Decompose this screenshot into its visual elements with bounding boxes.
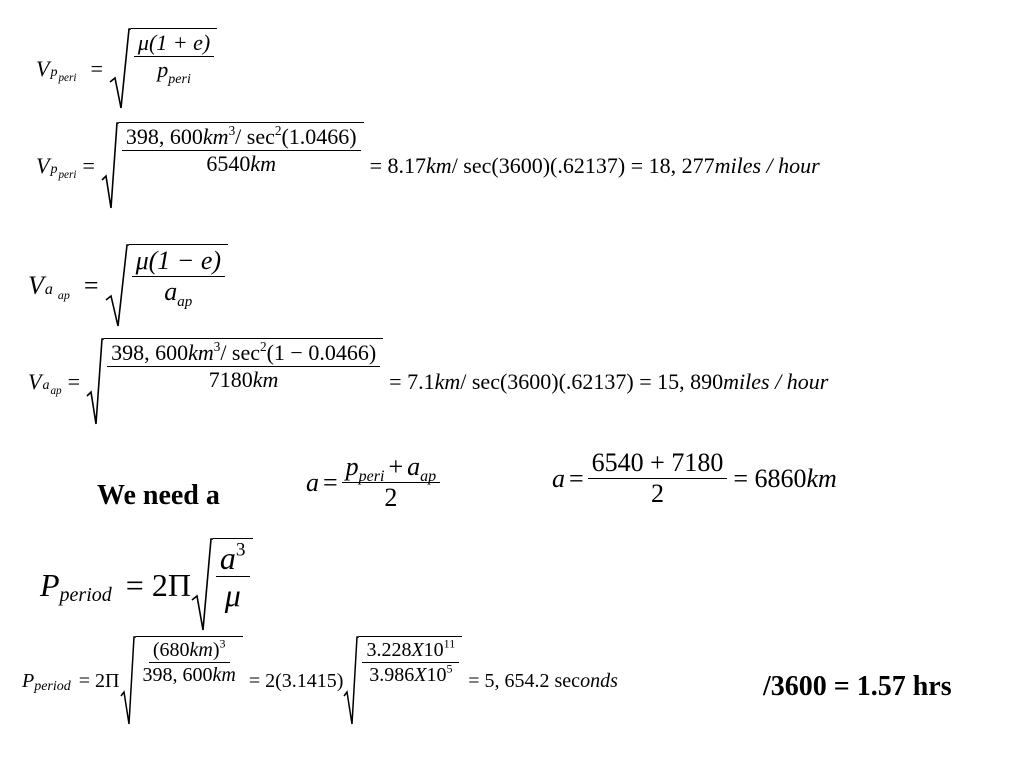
equation-v-apoapsis-formula	[28, 244, 228, 328]
eq3-sub: a	[44, 280, 53, 298]
eq4-subsub: ap	[50, 384, 62, 397]
eq6-fraction	[588, 450, 728, 507]
eq2-sqrt	[101, 122, 364, 210]
eq1-lhs	[36, 56, 77, 84]
eq8-sub: period	[34, 679, 71, 694]
eq5-numerator: $p_{peri} + a_{ap}$	[342, 454, 440, 483]
eq3-fraction	[132, 246, 225, 310]
sqrt-sign-icon	[191, 538, 213, 632]
eq5-a: a	[306, 467, 319, 497]
eq4-fraction	[107, 338, 380, 392]
eq8-denominator-2: $3.986X10^5$	[369, 661, 453, 686]
sqrt-sign-icon	[105, 244, 129, 328]
eq7-sqrt	[191, 538, 253, 632]
eq2-numerator: 398, $600km^3/$ $\sec^2(1.0466)$	[122, 126, 361, 151]
equation-semimajor-computed	[552, 450, 837, 507]
eq2-equals: =	[82, 153, 95, 178]
eq8-denominator-1: 398, 600km	[142, 664, 236, 686]
eq8-fraction-1	[139, 636, 240, 686]
eq2-subsub: peri	[58, 168, 77, 181]
eq8-numerator-2: $3.228X10^{11}$	[362, 640, 459, 663]
eq4-equals: =	[67, 369, 81, 394]
eq1-fraction	[134, 30, 214, 87]
eq2-sub: p	[50, 161, 58, 177]
equation-period-formula	[40, 538, 253, 632]
eq8-middle: = 2(3.1415)	[248, 670, 344, 692]
eq4-v: V	[28, 369, 42, 394]
eq6-result: = 6860km	[733, 463, 837, 493]
eq1-den-p: p	[157, 57, 169, 82]
eq1-v: V	[36, 56, 50, 81]
eq4-numerator: 398, $600km^3/$ $\sec^2(1 - 0.0466)$	[107, 342, 380, 367]
eq5-denominator: 2	[384, 483, 398, 512]
eq8-numerator-1: $(680km)^3$	[149, 640, 230, 663]
sqrt-sign-icon	[86, 338, 104, 426]
eq4-sub: a	[42, 377, 50, 393]
eq8-equals: = 2Π	[78, 670, 120, 692]
eq7-p: P	[40, 567, 60, 603]
eq6-equals: =	[569, 463, 584, 493]
eq8-p: P	[22, 670, 35, 692]
eq3-den-a: a	[164, 277, 178, 306]
eq1-sub: p	[50, 64, 58, 80]
equation-v-apoapsis-computed	[28, 338, 828, 426]
eq3-v: V	[28, 271, 44, 300]
eq5-equals: =	[323, 467, 338, 497]
eq7-equals: = 2Π	[125, 567, 191, 603]
eq1-subsub: peri	[58, 71, 77, 84]
we-need-a-label: We need a	[97, 480, 220, 511]
sqrt-sign-icon	[101, 122, 119, 210]
period-hours-result: /3600 = 1.57 hrs	[763, 671, 952, 702]
eq6-denominator: 2	[651, 479, 664, 508]
eq5-fraction	[342, 454, 440, 511]
eq1-sqrt	[109, 28, 217, 110]
equation-v-periapsis-computed	[36, 122, 820, 210]
sqrt-sign-icon	[120, 636, 136, 726]
eq2-v: V	[36, 153, 50, 178]
equation-period-computed	[22, 636, 618, 726]
eq7-fraction	[216, 539, 250, 613]
eq2-fraction	[122, 122, 361, 176]
eq2-result: = 8.17km/ sec(3600)(.62137) = 18, 277miles / hour	[369, 153, 820, 178]
eq6-a: a	[552, 463, 565, 493]
eq2-denominator: 6540km	[206, 151, 277, 176]
eq1-equals: =	[90, 56, 103, 81]
eq4-sqrt	[86, 338, 383, 426]
eq8-fraction-2	[362, 636, 459, 686]
eq6-numerator: 6540 + 7180	[588, 450, 728, 479]
eq4-result: = 7.1km/ sec(3600)(.62137) = 15, 890miles / hour	[389, 369, 829, 394]
eq7-sub: period	[59, 584, 112, 606]
eq3-sqrt	[105, 244, 228, 328]
eq3-equals: =	[83, 271, 99, 300]
eq4-denominator: 7180km	[208, 367, 279, 392]
equation-semimajor-formula	[306, 454, 440, 511]
equation-v-periapsis-formula	[36, 28, 217, 110]
eq7-denominator: μ	[224, 577, 241, 613]
eq1-numerator: μ(1 + e)	[134, 32, 214, 57]
eq8-sqrt-2	[343, 636, 462, 726]
eq3-subsub: ap	[57, 288, 70, 303]
eq1-den-sub: peri	[168, 72, 191, 87]
sqrt-sign-icon	[343, 636, 359, 726]
sqrt-sign-icon	[109, 28, 131, 110]
eq3-den-sub: ap	[177, 294, 193, 310]
eq7-numerator: $a^3$	[216, 542, 250, 577]
eq3-numerator: μ(1 − e)	[132, 248, 225, 277]
eq8-result: = 5, 654.2 seconds	[468, 670, 618, 692]
eq8-sqrt-1	[120, 636, 243, 726]
